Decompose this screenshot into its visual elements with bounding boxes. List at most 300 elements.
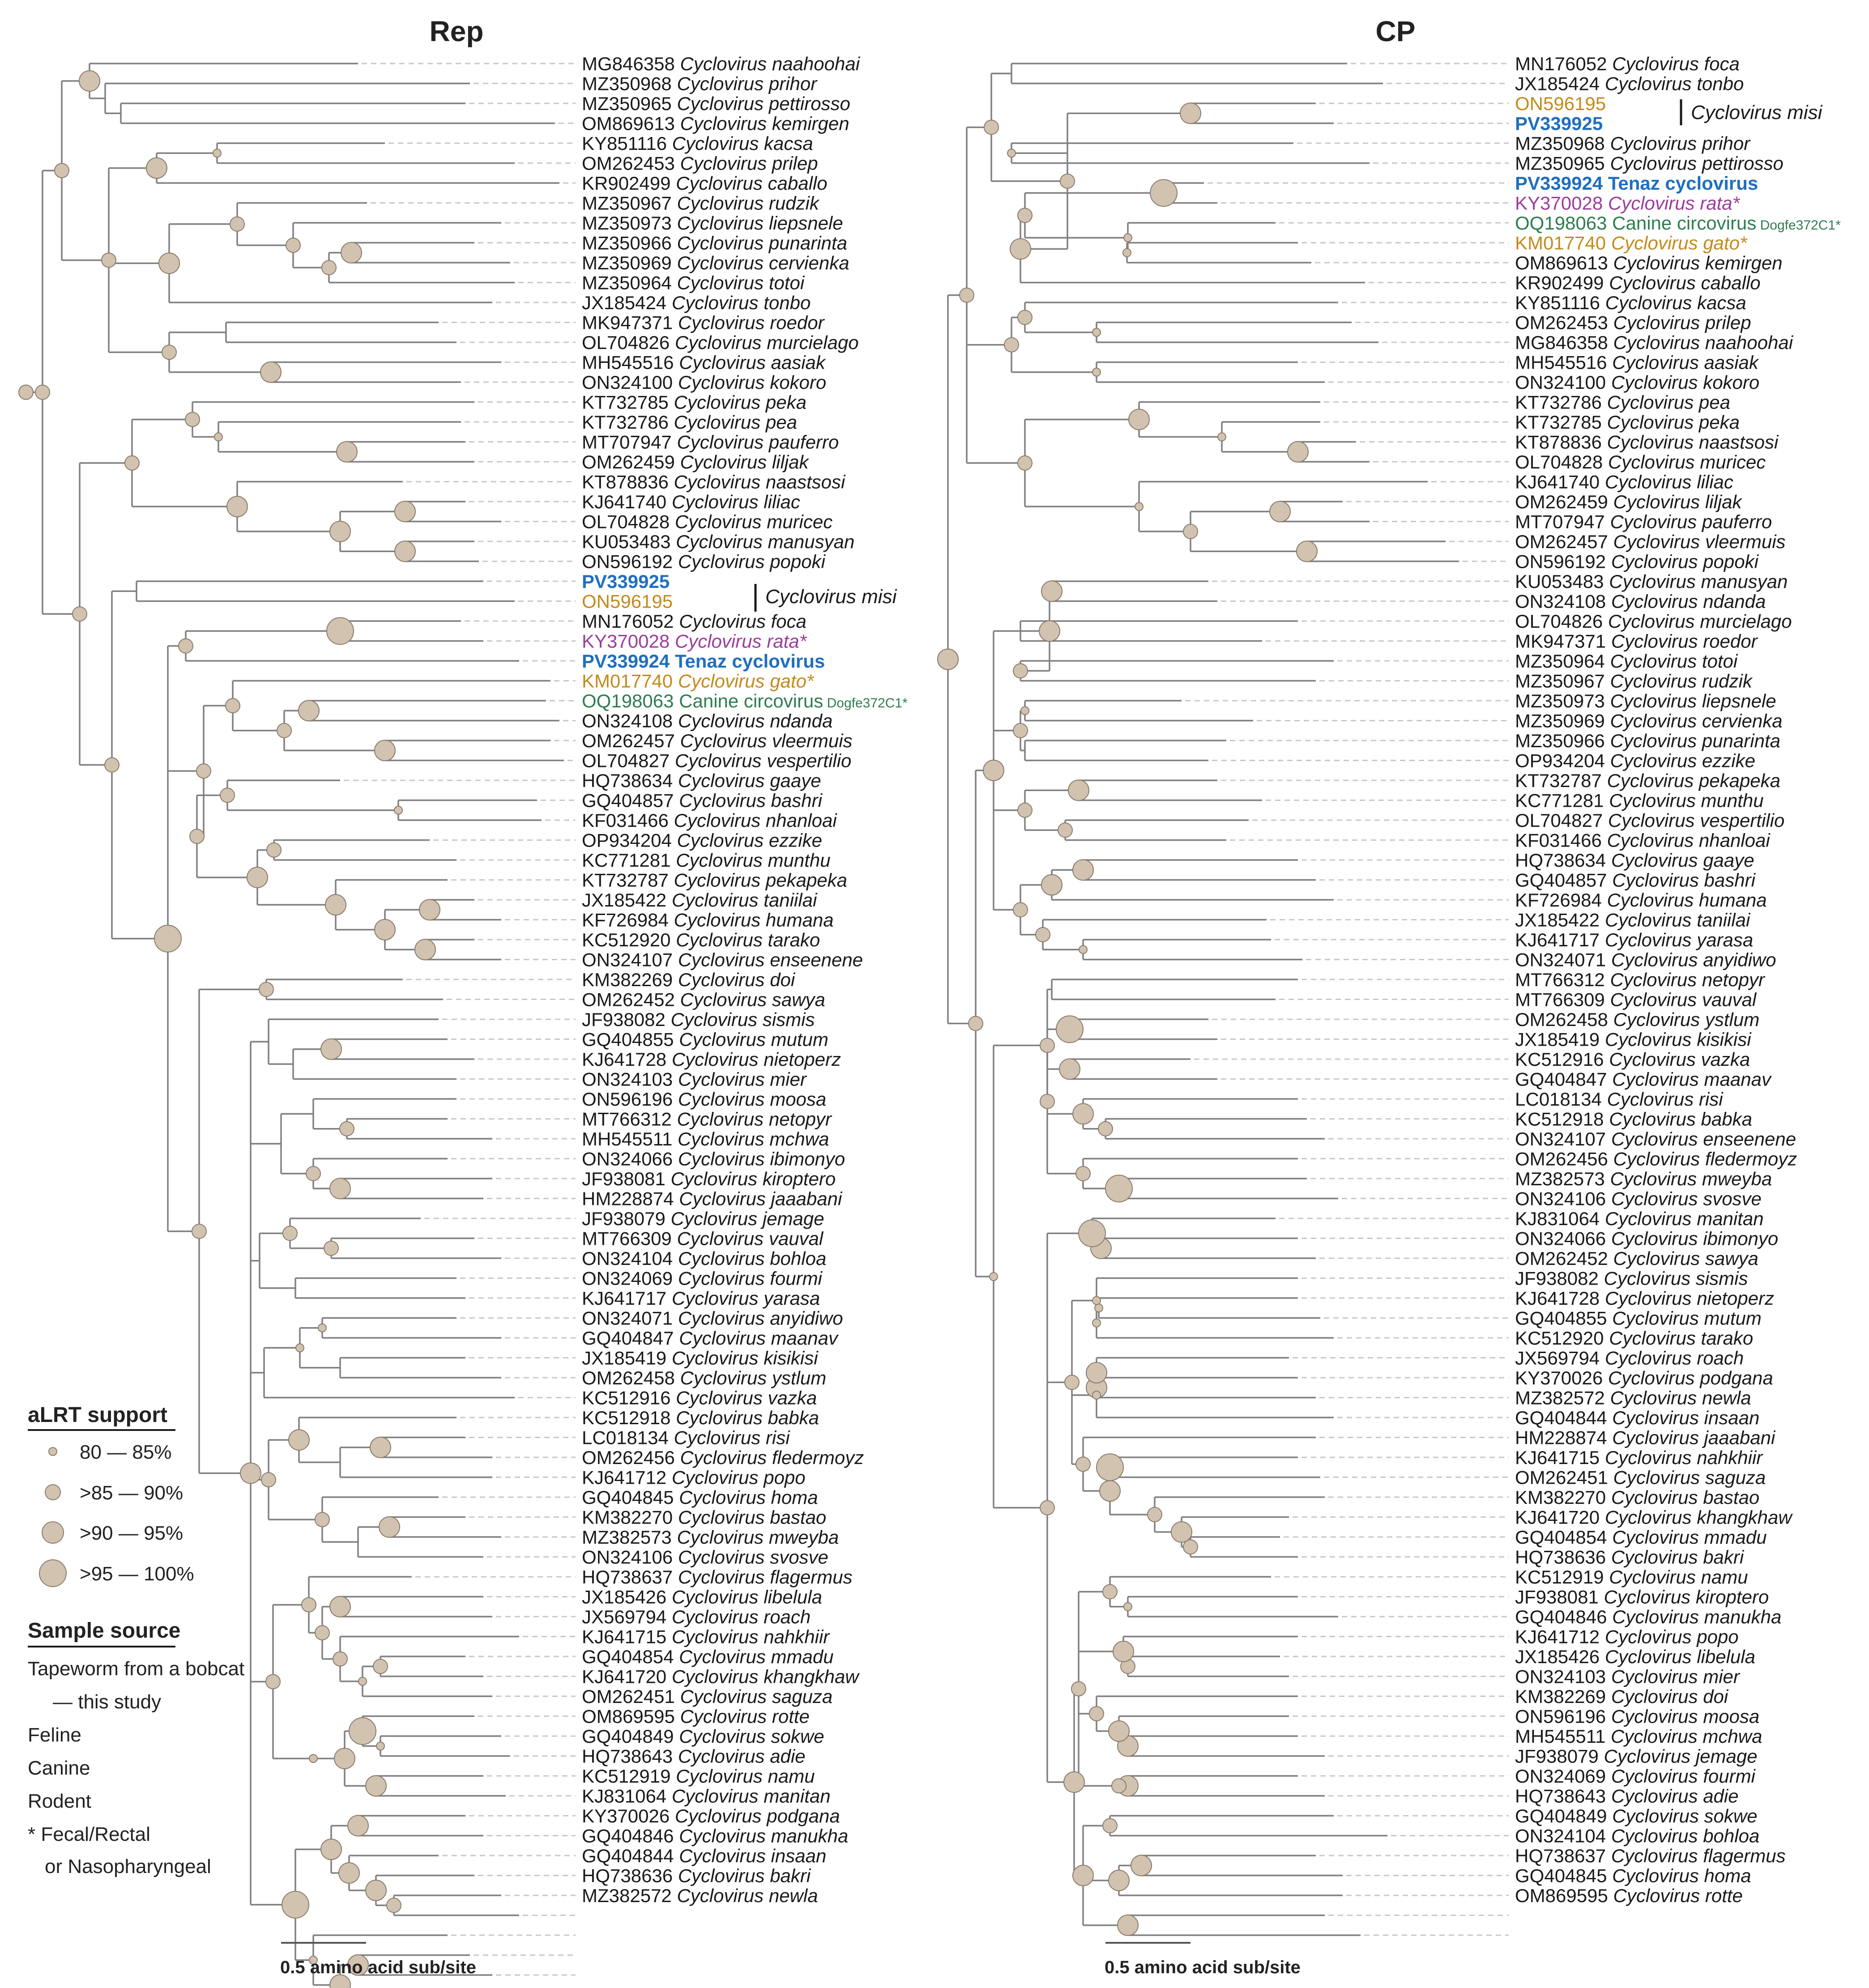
cp-tip-label: JX185422 Cyclovirus taniilai [1515,909,1750,931]
cp-misi-label: Cyclovirus misi [1691,102,1822,123]
cp-tip-label: MZ382572 Cyclovirus newla [1515,1387,1751,1409]
cp-support-node [1124,1603,1132,1611]
rep-tip-label: GQ404844 Cyclovirus insaan [582,1845,827,1866]
rep-support-node [196,764,211,778]
cp-tip-label: OM262453 Cyclovirus prilep [1515,312,1751,333]
cp-support-node [1059,1059,1080,1079]
rep-support-node [159,253,179,273]
cp-support-node [1018,803,1032,817]
cp-tip-label: MG846358 Cyclovirus naahoohai [1515,332,1793,353]
cp-tip-label: GQ404855 Cyclovirus mutum [1515,1307,1762,1329]
cp-tip-label: JX185426 Cyclovirus libelula [1515,1646,1755,1667]
rep-support-node [324,1241,338,1256]
cp-support-node [1100,1481,1120,1501]
rep-tip-label: KC512918 Cyclovirus babka [582,1407,819,1428]
cp-support-node [1004,338,1019,352]
cp-support-node [1018,208,1032,222]
rep-support-node [55,163,69,178]
rep-support-node [375,740,395,761]
rep-tip-label: MN176052 Cyclovirus foca [582,611,806,632]
cp-support-node [1109,1870,1129,1891]
rep-support-node [309,1754,317,1762]
cp-support-node [1041,875,1062,895]
cp-support-node [1039,621,1060,641]
rep-support-node [214,433,222,441]
cp-support-node [1103,1584,1117,1599]
rep-support-node [146,158,167,179]
rep-support-node [375,920,395,940]
rep-support-node [79,71,100,91]
cp-support-node [983,760,1004,781]
cp-tip-label: KM382270 Cyclovirus bastao [1515,1487,1760,1508]
cp-support-node [1073,1103,1093,1124]
rep-tip-label: ON596195 [582,591,673,612]
rep-tip-label: ON324106 Cyclovirus svosve [582,1546,828,1568]
cp-tip-label: OM869595 Cyclovirus rotte [1515,1885,1743,1906]
cp-support-node [1036,928,1050,942]
rep-tip-label: MT766309 Cyclovirus vauval [582,1228,824,1249]
rep-support-node [302,1598,316,1612]
legend [28,1403,244,1877]
rep-tip-label: OQ198063 Canine circovirus Dogfe372C1* [582,690,908,711]
rep-tip-label: HQ738643 Cyclovirus adie [582,1745,806,1767]
rep-tip-label: KJ641715 Cyclovirus nahkhiir [582,1626,830,1647]
cp-title: CP [1375,15,1416,47]
cp-tip-label: JF938082 Cyclovirus sismis [1515,1268,1748,1289]
rep-tip-label: KM382269 Cyclovirus doi [582,969,795,990]
rep-tip-label: MH545516 Cyclovirus aasiak [582,352,825,373]
rep-support-node [387,1898,401,1912]
cp-tip-label: MZ350964 Cyclovirus totoi [1515,651,1738,672]
cp-tip-label: MZ350968 Cyclovirus prihor [1515,133,1750,154]
rep-tip-label: JX185419 Cyclovirus kisikisi [582,1347,818,1369]
cp-tip-label: KY370026 Cyclovirus podgana [1515,1367,1773,1388]
cp-support-node [1288,442,1308,462]
cp-tip-label: OM869613 Cyclovirus kemirgen [1515,252,1783,273]
rep-tip-label: HQ738634 Cyclovirus gaaye [582,770,821,791]
cp-support-node [969,1016,983,1030]
rep-tip-label: MZ350968 Cyclovirus prihor [582,73,817,94]
rep-tip-label: GQ404857 Cyclovirus bashri [582,790,822,811]
cp-tip-label: HM228874 Cyclovirus jaaabani [1515,1427,1775,1448]
cp-support-node [1092,1319,1101,1327]
cp-tip-label: KC771281 Cyclovirus munthu [1515,790,1764,811]
cp-branches [948,64,1459,1935]
cp-support-node [1171,1522,1192,1542]
cp-tip-label: KJ641712 Cyclovirus popo [1515,1626,1739,1647]
rep-tip-label: KJ641717 Cyclovirus yarasa [582,1288,820,1309]
cp-support-node [1098,1122,1113,1136]
rep-support-node [105,758,119,772]
rep-support-node [277,724,291,738]
rep-support-node [318,1324,326,1332]
cp-support-node [1076,1166,1090,1181]
cp-support-node [938,649,958,670]
cp-tip-label: OM262458 Cyclovirus ystlum [1515,1009,1760,1030]
rep-support-node [35,385,50,400]
cp-support-node [1079,1220,1105,1247]
rep-support-node [282,1891,309,1918]
cp-tip-label: KF726984 Cyclovirus humana [1515,890,1767,911]
cp-tip-label: GQ404844 Cyclovirus insaan [1515,1407,1760,1428]
support-label-2: >85 — 90% [80,1482,183,1504]
rep-tip-label: ON324069 Cyclovirus fourmi [582,1268,822,1289]
rep-tip-label: MT707947 Cyclovirus pauferro [582,431,839,453]
cp-tip-label: ON596196 Cyclovirus moosa [1515,1706,1760,1727]
rep-support-node [419,899,440,920]
cp-tip-label: ON324104 Cyclovirus bohloa [1515,1825,1760,1847]
cp-support-node [1073,1865,1093,1886]
cp-support-node [1064,1772,1084,1792]
rep-support-node [333,1652,347,1666]
cp-support-node [1073,860,1093,880]
rep-tip-label: MZ382573 Cyclovirus mweyba [582,1527,839,1548]
cp-tip-label: HQ738636 Cyclovirus bakri [1515,1546,1744,1568]
cp-tip-label: KJ831064 Cyclovirus manitan [1515,1208,1764,1229]
cp-tip-label: OM262451 Cyclovirus saguza [1515,1467,1766,1488]
cp-support-node [1018,310,1032,324]
rep-support-node [247,867,268,888]
rep-tip-label: KJ641720 Cyclovirus khangkhaw [582,1666,859,1687]
cp-tip-label: ON324103 Cyclovirus mier [1515,1666,1740,1687]
rep-tip-label: KT878836 Cyclovirus naastsosi [582,471,845,493]
rep-tip-label: MZ350967 Cyclovirus rudzik [582,192,819,214]
cp-tip-label: ON324106 Cyclovirus svosve [1515,1188,1762,1209]
rep-tip-label: JX185422 Cyclovirus taniilai [582,890,817,911]
rep-support-node [230,217,244,231]
cp-tip-label: KR902499 Cyclovirus caballo [1515,272,1761,294]
cp-support-node [1041,581,1062,601]
cp-support-node [1270,501,1290,522]
rep-tip-label: KU053483 Cyclovirus manusyan [582,531,855,552]
rep-tip-label: OL704828 Cyclovirus muricec [582,511,833,532]
cp-tip-label: GQ404854 Cyclovirus mmadu [1515,1527,1767,1548]
cp-support-node [990,1273,998,1281]
rep-tip-label: JF938082 Cyclovirus sismis [582,1009,815,1030]
rep-tip-label: KR902499 Cyclovirus caballo [582,173,828,194]
rep-support-node [366,1775,386,1796]
cp-tip-label: GQ404846 Cyclovirus manukha [1515,1606,1782,1627]
rep-support-node [283,1226,297,1240]
cp-support-node [1109,1721,1129,1741]
cp-support-node [1218,433,1226,441]
source-canine: Canine [28,1757,90,1779]
source-study-line1: Tapeworm from a bobcat [28,1658,245,1680]
cp-tip-label: ON324066 Cyclovirus ibimonyo [1515,1228,1779,1249]
rep-support-node [315,1512,329,1527]
cp-support-node [1013,902,1028,917]
rep-support-node [337,442,357,462]
cp-tip-label: GQ404857 Cyclovirus bashri [1515,869,1755,891]
rep-support-node [220,788,235,802]
cp-tip-label: MT766312 Cyclovirus netopyr [1515,969,1765,990]
cp-support-node [1129,409,1149,430]
rep-tip-label: ON596192 Cyclovirus popoki [582,551,825,572]
rep-tip-label: MT766312 Cyclovirus netopyr [582,1108,832,1130]
rep-tip-label: KF031466 Cyclovirus nhanloai [582,810,837,831]
support-label-4: >95 — 100% [80,1563,194,1585]
cp-support-node [1150,179,1177,206]
cp-tip-label: MZ350967 Cyclovirus rudzik [1515,670,1752,692]
rep-tip-label: KM382270 Cyclovirus bastao [582,1507,827,1528]
source-legend-title: Sample source [28,1619,181,1643]
cp-tip-label: HQ738643 Cyclovirus adie [1515,1785,1739,1807]
rep-tip-label: KT732787 Cyclovirus pekapeka [582,869,848,891]
rep-support-node [226,698,240,713]
rep-tip-label: MZ350966 Cyclovirus punarinta [582,232,847,254]
rep-tip-label: ON324107 Cyclovirus enseenene [582,949,863,971]
rep-tip-label: GQ404849 Cyclovirus sokwe [582,1726,824,1747]
rep-tip-label: MZ350965 Cyclovirus pettirosso [582,93,850,114]
rep-tip-label: KT732786 Cyclovirus pea [582,412,797,433]
rep-tip-label: MH545511 Cyclovirus mchwa [582,1128,829,1149]
source-note-line1: * Fecal/Rectal [28,1823,150,1845]
rep-tip-label: ON324103 Cyclovirus mier [582,1068,806,1090]
rep-support-node [286,238,300,252]
rep-support-node [306,1166,320,1181]
cp-tip-label: KF031466 Cyclovirus nhanloai [1515,830,1770,851]
cp-tip-label: MZ350973 Cyclovirus liepsnele [1515,690,1776,711]
cp-tip-label: MH545511 Cyclovirus mchwa [1515,1726,1762,1747]
cp-support-node [1118,1915,1138,1936]
rep-support-node [340,1122,354,1136]
rep-tip-label: MZ350973 Cyclovirus liepsnele [582,213,843,234]
cp-support-node [1010,238,1031,259]
cp-tip-label: OM262456 Cyclovirus fledermoyz [1515,1148,1797,1170]
rep-support-node [370,1437,391,1458]
cp-tip-label: LC018134 Cyclovirus risi [1515,1089,1723,1110]
support-label-3: >90 — 95% [80,1522,183,1544]
rep-support-node [339,1863,359,1883]
cp-tip-labels [1515,53,1841,1906]
cp-tip-label: MT707947 Cyclovirus pauferro [1515,511,1772,532]
rep-support-node [348,1815,368,1836]
rep-tip-label: OM262458 Cyclovirus ystlum [582,1367,827,1388]
rep-tip-label: JX185426 Cyclovirus libelula [582,1586,822,1608]
cp-tip-label: MH545516 Cyclovirus aasiak [1515,352,1758,373]
cp-tip-label: MZ350965 Cyclovirus pettirosso [1515,153,1784,174]
cp-support-node [1058,823,1072,837]
cp-tip-label: KC512920 Cyclovirus tarako [1515,1328,1754,1349]
cp-support-node [1124,234,1132,242]
rep-tip-label: GQ404847 Cyclovirus maanav [582,1328,838,1349]
cp-support-node [1148,1507,1162,1522]
rep-tip-label: HQ738637 Cyclovirus flagermus [582,1567,853,1588]
rep-support-node [334,1748,355,1769]
rep-tip-label: OM262453 Cyclovirus prilep [582,153,818,174]
rep-tip-label: KY370026 Cyclovirus podgana [582,1805,840,1826]
support-node-80-85 [49,1447,57,1456]
cp-tip-label: KJ641728 Cyclovirus nietoperz [1515,1288,1774,1309]
rep-tip-label: KY851116 Cyclovirus kacsa [582,133,813,154]
rep-support-node [373,1659,388,1673]
cp-scale-label: 0.5 amino acid sub/site [1105,1958,1301,1977]
cp-tip-label: ON324100 Cyclovirus kokoro [1515,372,1760,393]
rep-tip-label: OM262452 Cyclovirus sawya [582,989,825,1010]
cp-tip-label: HQ738634 Cyclovirus gaaye [1515,850,1754,871]
rep-support-node [289,1430,309,1450]
cp-tip-label: OL704827 Cyclovirus vespertilio [1515,810,1785,831]
cp-support-node [1103,1818,1117,1833]
rep-support-node [179,639,193,653]
cp-support-node [1068,780,1089,800]
source-study-line2: — this study [53,1691,162,1713]
cp-tip-label: GQ404849 Cyclovirus sokwe [1515,1805,1758,1826]
rep-support-node [330,1596,350,1617]
rep-tip-label: OL704826 Cyclovirus murcielago [582,332,859,353]
rep-support-node [379,1517,400,1537]
rep-support-node [162,345,176,359]
rep-tip-label: GQ404846 Cyclovirus manukha [582,1825,849,1847]
rep-support-node [260,362,281,383]
cp-tip-label: KY370028 Cyclovirus rata* [1515,192,1740,214]
cp-tip-label: ON324069 Cyclovirus fourmi [1515,1766,1755,1787]
rep-scale-label: 0.5 amino acid sub/site [280,1958,476,1977]
cp-support-node [1065,1375,1079,1389]
support-legend-title: aLRT support [28,1403,167,1427]
rep-support-node [261,1473,276,1487]
rep-tip-label: KC512920 Cyclovirus tarako [582,929,820,950]
cp-support-node [984,120,999,135]
rep-tip-label: MZ350969 Cyclovirus cervienka [582,252,849,273]
cp-tip-label: JX569794 Cyclovirus roach [1515,1347,1744,1369]
cp-tip-label: MZ382573 Cyclovirus mweyba [1515,1168,1772,1189]
source-rodent: Rodent [28,1790,91,1812]
rep-support-node [266,1674,280,1689]
rep-support-node [394,806,402,814]
cp-tip-label: OM262459 Cyclovirus liljak [1515,491,1742,512]
rep-support-node [376,1742,384,1750]
rep-support-node [341,243,362,263]
cp-tip-label: ON324107 Cyclovirus enseenene [1515,1128,1796,1149]
cp-support-node [1105,1175,1132,1202]
rep-tip-label: ON324108 Cyclovirus ndanda [582,710,833,732]
cp-tip-label: KM382269 Cyclovirus doi [1515,1686,1728,1707]
rep-tip-label: OL704827 Cyclovirus vespertilio [582,750,852,771]
rep-tip-label: OM869613 Cyclovirus kemirgen [582,113,849,134]
cp-tree-panel [938,15,1841,1977]
cp-tip-label: KC512916 Cyclovirus vazka [1515,1049,1750,1070]
rep-tip-label: LC018134 Cyclovirus risi [582,1427,790,1448]
cp-tip-label: JX185419 Cyclovirus kisikisi [1515,1029,1751,1050]
rep-tip-label: ON324066 Cyclovirus ibimonyo [582,1148,845,1170]
cp-tip-label: KM017740 Cyclovirus gato* [1515,232,1747,254]
cp-support-node [1013,664,1028,678]
cp-tip-label: KT732785 Cyclovirus peka [1515,412,1740,433]
rep-tip-label: KY370028 Cyclovirus rata* [582,630,806,652]
rep-tip-label: KJ641740 Cyclovirus liliac [582,491,800,512]
cp-tip-label: MT766309 Cyclovirus vauval [1515,989,1757,1010]
cp-support-node [1131,1855,1152,1876]
rep-support-node [296,1344,304,1352]
rep-support-node [358,1677,367,1686]
cp-support-node [1097,1454,1123,1481]
cp-tip-label: PV339925 [1515,113,1603,134]
rep-tip-label: OM262456 Cyclovirus fledermoyz [582,1447,864,1468]
rep-tip-label: PV339925 [582,571,670,592]
cp-support-node [1113,1641,1134,1662]
cp-support-node [1060,174,1075,188]
rep-support-node [330,1178,350,1199]
cp-tip-label: KJ641740 Cyclovirus liliac [1515,471,1733,493]
cp-support-node [1095,1304,1103,1312]
rep-support-node [366,1880,386,1901]
rep-support-node [154,925,181,952]
cp-support-node [1092,1391,1101,1399]
rep-tip-label: KJ641728 Cyclovirus nietoperz [582,1049,841,1070]
rep-support-node [240,1463,261,1483]
rep-tip-label: OM869595 Cyclovirus rotte [582,1706,810,1727]
cp-tip-label: KU053483 Cyclovirus manusyan [1515,571,1788,592]
rep-support-node [322,260,336,275]
cp-tip-label: KC512919 Cyclovirus namu [1515,1567,1748,1588]
cp-support-node [1089,1707,1104,1721]
rep-title: Rep [429,15,484,47]
cp-tip-label: KJ641720 Cyclovirus khangkhaw [1515,1507,1792,1528]
cp-tip-label: ON324071 Cyclovirus anyidiwo [1515,949,1776,971]
support-node-90-95 [42,1522,64,1543]
rep-support-node [213,149,221,157]
rep-misi-label: Cyclovirus misi [765,586,897,608]
cp-support-node [1086,1362,1107,1383]
rep-leader-lines [344,64,576,1988]
rep-support-node [125,456,139,470]
rep-support-node [185,412,200,426]
cp-support-node [1013,724,1028,738]
cp-tip-label: ON596192 Cyclovirus popoki [1515,551,1758,572]
rep-tip-label: GQ404845 Cyclovirus homa [582,1487,818,1508]
rep-tip-label: OM262451 Cyclovirus saguza [582,1686,833,1707]
cp-tip-label: OL704826 Cyclovirus murcielago [1515,611,1792,632]
cp-tip-label: OM262457 Cyclovirus vleermuis [1515,531,1786,552]
cp-tip-label: OP934204 Cyclovirus ezzike [1515,750,1755,771]
support-label-1: 80 — 85% [80,1441,172,1463]
source-note-line2: or Nasopharyngeal [45,1856,211,1877]
cp-tip-label: MK947371 Cyclovirus roedor [1515,630,1758,652]
rep-tip-label: MZ382572 Cyclovirus newla [582,1885,818,1906]
rep-tip-label: MG846358 Cyclovirus naahoohai [582,53,860,74]
rep-support-node [267,843,281,857]
rep-tip-label: MK947371 Cyclovirus roedor [582,312,824,333]
cp-tip-label: OQ198063 Canine circovirus Dogfe372C1* [1515,213,1841,234]
cp-tip-label: JF938081 Cyclovirus kiroptero [1515,1586,1769,1608]
rep-support-node [415,939,435,960]
rep-tip-label: PV339924 Tenaz cyclovirus [582,651,825,672]
support-node-95-100 [39,1560,66,1587]
cp-tip-label: OL704828 Cyclovirus muricec [1515,451,1766,473]
cp-tip-label: PV339924 Tenaz cyclovirus [1515,173,1758,194]
cp-support-node [1071,1681,1086,1696]
cp-support-node [1297,541,1317,562]
cp-support-node [960,288,974,302]
cp-support-node [1007,149,1016,157]
cp-support-node [1021,707,1029,715]
rep-support-node [259,982,273,996]
rep-support-node [395,541,415,562]
cp-support-node [1135,502,1143,511]
rep-tip-label: MZ350964 Cyclovirus totoi [582,272,805,294]
rep-tip-label: KC771281 Cyclovirus munthu [582,850,831,871]
rep-tip-label: KC512916 Cyclovirus vazka [582,1387,817,1409]
cp-support-node [1040,1094,1054,1109]
rep-tip-label: ON596196 Cyclovirus moosa [582,1089,827,1110]
rep-tip-label: JF938081 Cyclovirus kiroptero [582,1168,836,1189]
rep-tip-label: OM262459 Cyclovirus liljak [582,451,809,473]
rep-support-node [321,1839,341,1860]
rep-support-node [73,607,87,621]
cp-tip-label: OM262452 Cyclovirus sawya [1515,1248,1758,1269]
cp-tip-label: GQ404845 Cyclovirus homa [1515,1865,1751,1886]
